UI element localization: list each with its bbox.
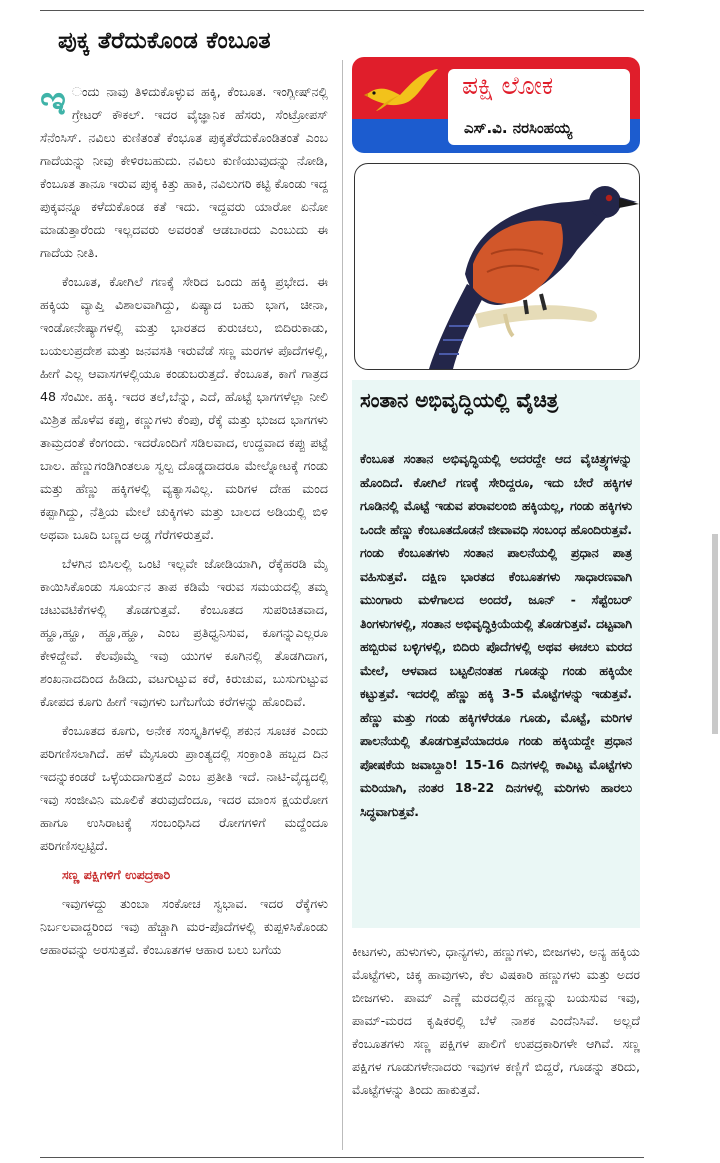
column-divider <box>342 60 343 1150</box>
paragraph-5: ಇವುಗಳದ್ದು ತುಂಬಾ ಸಂಕೋಚ ಸ್ವಭಾವ. ಇದರ ರೆಕ್ಕೆಗಳು ನಿರ್ಬಲವಾದ್ದರಿಂದ ಇವು ಹೆಚ್ಚಾಗಿ ಮರ-ಪೊದೆಗಳಲ್ಲಿ ಕುಪ್ಪಳಿಸಿಕೊಂಡು ಆಹಾರವನ್ನು ಅರಸುತ್ತವೆ. ಕೆಂಬೂತಗಳ ಆಹಾರ ಬಲು ಬಗೆಯ <box>40 896 328 957</box>
article-column-right <box>352 940 640 1150</box>
greater-coucal-illustration-icon <box>355 164 639 369</box>
sidebar-body: ಕೆಂಬೂತ ಸಂತಾನ ಅಭಿವೃದ್ಧಿಯಲ್ಲಿ ಅದರದ್ದೇ ಆದ ವೈಚಿತ್ರ್ಯಗಳನ್ನು ಹೊಂದಿದೆ. ಕೋಗಿಲೆ ಗಣಕ್ಕೆ ಸೇರಿದ್ದರೂ, ಇದು ಬೇರೆ ಹಕ್ಕಿಗಳ ಗೂಡಿನಲ್ಲಿ ಮೊಟ್ಟೆ ಇಡುವ ಪರಾವಲಂಬಿ ಹಕ್ಕಿಯಲ್ಲ, ಗಂಡು ಹಕ್ಕಿಗಳು ಒಂದೇ ಹೆಣ್ಣು ಕೆಂಬೂತದೊಡನೆ ಜೀವಾವಧಿ ಸಂಬಂಧ ಹೊಂದಿರುತ್ತವೆ. ಗಂಡು ಕೆಂಬೂತಗಳು ಸಂತಾನ ಪಾಲನೆಯಲ್ಲಿ ಪ್ರಧಾನ ಪಾತ್ರ ವಹಿಸುತ್ತವೆ. ದಕ್ಷಿಣ ಭಾರತದ ಕೆಂಬೂತಗಳು ಸಾಧಾರಣವಾಗಿ ಮುಂಗಾರು ಮಳೆಗಾಲದ ಅಂದರೆ, ಜೂನ್ - ಸೆಪ್ಟೆಂಬರ್ ತಿಂಗಳುಗಳಲ್ಲಿ, ಸಂತಾನ ಅಭಿವೃದ್ಧಿಕ್ರಿಯೆಯಲ್ಲಿ ತೊಡಗುತ್ತವೆ. ದಟ್ಟವಾಗಿ ಹಬ್ಬಿರುವ ಬಳ್ಳಿಗಳಲ್ಲಿ, ಬಿದಿರು ಪೊದೆಗಳಲ್ಲಿ ಅಥವ ಈಚಲು ಮರದ ಮೇಲೆ, ಆಳವಾದ ಬಟ್ಟಲಿನಂತಹ ಗೂಡನ್ನು ಗಂಡು ಹಕ್ಕಿಯೇ ಕಟ್ಟುತ್ತವೆ. ಇದರಲ್ಲಿ ಹೆಣ್ಣು ಹಕ್ಕಿ 3-5 ಮೊಟ್ಟೆಗಳನ್ನು ಇಡುತ್ತವೆ. ಹೆಣ್ಣು ಮತ್ತು ಗಂಡು ಹಕ್ಕಿಗಳೆರಡೂ ಗೂಡು, ಮೊಟ್ಟೆ, ಮರಿಗಳ ಪಾಲನೆಯಲ್ಲಿ ತೊಡಗುತ್ತವೆಯಾದರೂ ಗಂಡು ಹಕ್ಕಿಯದ್ದೇ ಪ್ರಧಾನ ಪೋಷಕೆಯ ಜವಾಬ್ದಾರಿ! 15-16 ದಿನಗಳಲ್ಲಿ ಕಾವಿಟ್ಟ ಮೊಟ್ಟೆಗಳು ಮರಿಯಾಗಿ, ನಂತರ 18-22 ದಿನಗಳಲ್ಲಿ ಮರಿಗಳು ಹಾರಲು ಸಿದ್ಧವಾಗುತ್ತವೆ. <box>360 452 632 819</box>
drop-cap: ಇ <box>40 80 66 124</box>
banner-author: ಎಸ್.ವಿ. ನರಸಿಂಹಯ್ಯ <box>464 119 573 137</box>
paragraph-1-text: ಂದು ನಾವು ತಿಳಿದುಕೊಳ್ಳುವ ಹಕ್ಕಿ, ಕೆಂಬೂತ. ಇಂಗ್ಲೀಷ್‌ನಲ್ಲಿ ಗ್ರೇಟರ್ ಕೌಕಲ್. ಇದರ ವೈಜ್ಞಾನಿಕ ಹೆಸರು, ಸೆಂಟ್ರೋಪಸ್ ಸೆನೆಂಸಿಸ್. ನವಿಲು ಕುಣಿತಂತೆ ಕೆಂಭೂತ ಪುಕ್ಕತೆರೆದುಕೊಂಡಿತಂತೆ ಎಂಬ ಗಾದೆಯನ್ನು ನೀವು ಕೇಳಿರಬಹುದು. ನವಿಲು ಕುಣಿಯುವುದನ್ನು ನೋಡಿ, ಕೆಂಬೂತ ತಾನೂ ಇರುವ ಪುಕ್ಕ ಕಿತ್ತು ಹಾಕಿ, ನವಿಲುಗರಿ ಕಟ್ಟಿ ಕೊಂಡು ಇದ್ದ ಪುಕ್ಕವನ್ನೂ ಕಳೆದುಕೊಂಡ ಕತೆ ಇದು. ಇದ್ದವರು ಯಾರೋ ಏನೋ ಮಾಡುತ್ತಾರೆಂದು ಇಲ್ಲದವರು ಅವರಂತೆ ಆಡಬಾರದು ಎಂಬುದು ಈ ಗಾದೆಯ ನೀತಿ. <box>40 84 328 260</box>
bottom-rule <box>40 1157 644 1158</box>
sidebar-box <box>352 380 640 928</box>
right-column-paragraph: ಕೀಟಗಳು, ಹುಳುಗಳು, ಧಾನ್ಯಗಳು, ಹಣ್ಣುಗಳು, ಬೀಜಗಳು, ಅನ್ಯ ಹಕ್ಕಿಯ ಮೊಟ್ಟೆಗಳು, ಚಿಕ್ಕ ಹಾವುಗಳು, ಕೆಲ ವಿಷಕಾರಿ ಹಣ್ಣುಗಳು ಮತ್ತು ಅದರ ಬೀಜಗಳು. ಪಾಮ್ ಎಣ್ಣೆ ಮರದಲ್ಲಿನ ಹಣ್ಣನ್ನು ಬಯಸುವ ಇವು, ಪಾಮ್-ಮರದ ಕೃಷಿಕರಲ್ಲಿ ಬೆಳೆ ನಾಶಕ ಎಂದೆನಿಸಿವೆ. ಅಲ್ಲದೆ ಕೆಂಬೂತಗಳು ಸಣ್ಣ ಪಕ್ಷಿಗಳ ಪಾಲಿಗೆ ಉಪದ್ರಕಾರಿಗಳೇ ಆಗಿವೆ. ಸಣ್ಣ ಪಕ್ಷಿಗಳ ಗೂಡುಗಳೇನಾದರು ಇವುಗಳ ಕಣ್ಣಿಗೆ ಬಿದ್ದರೆ, ಗೂಡನ್ನು ತರಿದು, ಮೊಟ್ಟೆಗಳನ್ನು ತಿಂದು ಹಾಕುತ್ತವೆ. <box>352 944 640 1097</box>
paragraph-2: ಕೆಂಬೂತ, ಕೋಗಿಲೆ ಗಣಕ್ಕೆ ಸೇರಿದ ಒಂದು ಹಕ್ಕಿ ಪ್ರಭೇದ. ಈ ಹಕ್ಕಿಯ ವ್ಯಾಪ್ತಿ ವಿಶಾಲವಾಗಿದ್ದು, ಏಷ್ಯಾದ ಬಹು ಭಾಗ, ಚೀನಾ, ಇಂಡೋನೇಷ್ಯಾಗಳಲ್ಲಿ ಮತ್ತು ಭಾರತದ ಕುರುಚಲು, ಬಿದಿರುಕಾಡು, ಬಯಲುಪ್ರದೇಶ ಮತ್ತು ಜನವಸತಿ ಇರುವೆಡೆ ಸಣ್ಣ ಮರಗಳ ಪೊದೆಗಳಲ್ಲಿ, ಹೀಗೆ ಎಲ್ಲ ಆವಾಸಗಳಲ್ಲಿಯೂ ಕಂಡುಬರುತ್ತದೆ. ಕೆಂಬೂತ, ಕಾಗೆ ಗಾತ್ರದ 48 ಸೆಂಮೀ. ಹಕ್ಕಿ. ಇದರ ತಲೆ,ಬೆನ್ನು, ಎದೆ, ಹೊಟ್ಟೆ ಭಾಗಗಳೆಲ್ಲಾ ನೀಲಿ ಮಿಶ್ರಿತ ಹೊಳೆವ ಕಪ್ಪು, ಕಣ್ಣುಗಳು ಕೆಂಪು, ರೆಕ್ಕೆ ಮತ್ತು ಭುಜದ ಭಾಗಗಳು ತಾಮ್ರದಂತೆ ಕೆಂಗಂದು. ಇದರೊಂದಿಗೆ ಸಡಿಲವಾದ, ಉದ್ದವಾದ ಕಪ್ಪು ಪಟ್ಟೆ ಬಾಲ. ಹೆಣ್ಣುಗಂಡಿಗಿಂತಲೂ ಸ್ವಲ್ಪ ದೊಡ್ಡದಾದರೂ ಮೇಲ್ನೋಟಕ್ಕೆ ಗಂಡು ಮತ್ತು ಹೆಣ್ಣು ಹಕ್ಕಿಗಳಲ್ಲಿ ವ್ಯತ್ಯಾಸವಿಲ್ಲ. ಮರಿಗಳ ದೇಹ ಮಂದ ಕಪ್ಪಾಗಿದ್ದು, ನೆತ್ತಿಯ ಮೇಲೆ ಚುಕ್ಕಿಗಳು ಮತ್ತು ಬಾಲದ ಅಡಿಯಲ್ಲಿ ಬಿಳಿ ಅಥವಾ ಬೂದಿ ಬಣ್ಣದ ಅಡ್ಡ ಗೆರೆಗಳಿರುತ್ತವೆ. <box>40 274 328 542</box>
top-rule <box>40 10 644 11</box>
subheading: ಸಣ್ಣ ಪಕ್ಷಿಗಳಿಗೆ ಉಪದ್ರಕಾರಿ <box>62 867 171 882</box>
paragraph-1 <box>40 80 328 264</box>
scrollbar[interactable] <box>712 534 718 734</box>
banner-title: ಪಕ್ಷಿ ಲೋಕ <box>462 71 554 100</box>
sidebar-title: ಸಂತಾನ ಅಭಿವೃದ್ಧಿಯಲ್ಲಿ ವೈಚಿತ್ರ <box>360 388 559 412</box>
headline: ಪುಕ್ಕ ತೆರೆದುಕೊಂಡ ಕೆಂಬೂತ <box>58 28 271 54</box>
column-banner <box>352 57 640 153</box>
paragraph-4: ಕೆಂಬೂತದ ಕೂಗು, ಅನೇಕ ಸಂಸ್ಕೃತಿಗಳಲ್ಲಿ ಶಕುನ ಸೂಚಕ ಎಂದು ಪರಿಗಣಿಸಲಾಗಿದೆ. ಹಳೆ ಮೈಸೂರು ಪ್ರಾಂತ್ಯದಲ್ಲಿ ಸಂಕ್ರಾಂತಿ ಹಬ್ಬದ ದಿನ ಇದನ್ನುಕಂಡರೆ ಒಳ್ಳೆಯದಾಗುತ್ತದೆ ಎಂಬ ಪ್ರತೀತಿ ಇದೆ. ನಾಟಿ-ವೈದ್ಯದಲ್ಲಿ ಇವು ಸಂಜೀವಿನಿ ಮೂಲಿಕೆ ತರುವುದೆಂದೂ, ಇದರ ಮಾಂಸ ಕ್ಷಯರೋಗ ಹಾಗೂ ಉಸಿರಾಟಕ್ಕೆ ಸಂಬಂಧಿಸಿದ ರೋಗಗಳಿಗೆ ಮದ್ದೆಂದೂ ಪರಿಗಣಿಸಲ್ಪಟ್ಟಿದೆ. <box>40 723 328 853</box>
article-column-left <box>40 80 328 1150</box>
paragraph-3: ಬೆಳಗಿನ ಬಿಸಿಲಲ್ಲಿ ಒಂಟಿ ಇಲ್ಲವೇ ಜೋಡಿಯಾಗಿ, ರೆಕ್ಕೆಹರಡಿ ಮೈ ಕಾಯಿಸಿಕೊಂಡು ಸೂರ್ಯನ ತಾಪ ಕಡಿಮೆ ಇರುವ ಸಮಯದಲ್ಲಿ ತಮ್ಮ ಚಟುವಟಿಕೆಗಳಲ್ಲಿ ತೊಡಗುತ್ತವೆ. ಕೆಂಬೂತದ ಸುಪರಿಚಿತವಾದ, ಹ್ಹೂ,ಹ್ಹೂ, ಹ್ಹೂ,ಹ್ಹೂ, ಎಂಬ ಪ್ರತಿಧ್ವನಿಸುವ, ಕೂಗನ್ನುಎಲ್ಲರೂ ಕೇಳಿದ್ದೇವೆ. ಕೆಲವೊಮ್ಮೆ ಇವು ಯುಗಳ ಕೂಗಿನಲ್ಲಿ ತೊಡಗಿದಾಗ, ಶಂಖನಾದದಿಂದ ಹಿಡಿದು, ವಟಗುಟ್ಟುವ ಕರೆ, ಕಿರುಚುವ, ಬುಸುಗುಟ್ಟುವ ಕೋಪದ ಕೂಗು ಹೀಗೆ ಇವುಗಳು ಬಗೆಬಗೆಯ ಕರೆಗಳನ್ನು ಹೊಂದಿವೆ. <box>40 556 328 709</box>
bird-logo-icon <box>362 65 442 115</box>
bird-photo <box>354 163 640 370</box>
